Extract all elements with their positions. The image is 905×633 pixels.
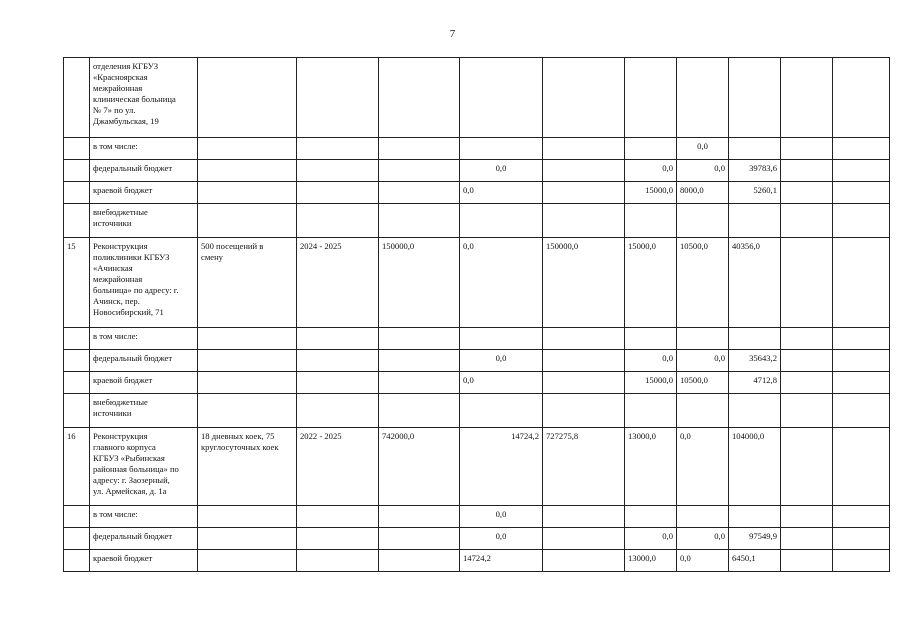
cell-total: [379, 506, 460, 528]
cell-no: [64, 58, 90, 138]
cell-v2025: 0,0: [677, 138, 729, 160]
cell-no: [64, 182, 90, 204]
cell-v2026: 4712,8: [729, 372, 781, 394]
cell-v2026: 39783,6: [729, 160, 781, 182]
cell-no: [64, 328, 90, 350]
table-row: [64, 160, 890, 182]
cell-period: [297, 58, 379, 138]
cell-v2025: 0,0: [677, 160, 729, 182]
cell-capacity: [198, 528, 297, 550]
cell-extra2: [833, 138, 890, 160]
cell-total: [379, 160, 460, 182]
cell-v2023: [543, 328, 625, 350]
cell-total: [379, 204, 460, 238]
cell-extra1: [781, 550, 833, 572]
cell-extra2: [833, 160, 890, 182]
table-body: [64, 58, 890, 572]
cell-total: [379, 550, 460, 572]
cell-extra1: [781, 350, 833, 372]
cell-v2023: [543, 182, 625, 204]
table-row: [64, 372, 890, 394]
cell-extra1: [781, 506, 833, 528]
cell-v2022: [460, 138, 543, 160]
cell-extra2: [833, 328, 890, 350]
cell-v2022: 0,0: [460, 350, 543, 372]
cell-total: [379, 394, 460, 428]
cell-extra2: [833, 428, 890, 506]
cell-name: внебюджетные источники: [90, 394, 198, 428]
table-row: [64, 550, 890, 572]
cell-v2024: 13000,0: [625, 428, 677, 506]
cell-period: [297, 138, 379, 160]
cell-v2026: 6450,1: [729, 550, 781, 572]
cell-name: в том числе:: [90, 138, 198, 160]
cell-v2024: [625, 394, 677, 428]
cell-v2022: 0,0: [460, 182, 543, 204]
cell-v2026: [729, 204, 781, 238]
cell-v2024: [625, 506, 677, 528]
table-row: [64, 350, 890, 372]
cell-v2026: 104000,0: [729, 428, 781, 506]
cell-period: [297, 528, 379, 550]
cell-v2026: 97549,9: [729, 528, 781, 550]
cell-no: [64, 506, 90, 528]
cell-period: [297, 160, 379, 182]
cell-extra2: [833, 528, 890, 550]
cell-extra1: [781, 394, 833, 428]
cell-v2025: [677, 506, 729, 528]
cell-extra2: [833, 204, 890, 238]
cell-extra1: [781, 372, 833, 394]
cell-name: федеральный бюджет: [90, 350, 198, 372]
cell-period: [297, 350, 379, 372]
cell-v2025: [677, 394, 729, 428]
cell-extra2: [833, 372, 890, 394]
cell-period: 2024 - 2025: [297, 238, 379, 328]
cell-v2024: [625, 328, 677, 350]
cell-name: в том числе:: [90, 328, 198, 350]
cell-name: Реконструкция главного корпуса КГБУЗ «Рыбинская районная больница» по адресу: г. Заозерный, ул. Армейская, д. 1а: [90, 428, 198, 506]
cell-no: 16: [64, 428, 90, 506]
table-row: [64, 328, 890, 350]
cell-name: внебюджетные источники: [90, 204, 198, 238]
table-row: [64, 528, 890, 550]
cell-v2026: [729, 506, 781, 528]
cell-extra2: [833, 550, 890, 572]
cell-extra2: [833, 506, 890, 528]
cell-v2025: 10500,0: [677, 238, 729, 328]
cell-v2025: 0,0: [677, 550, 729, 572]
cell-v2024: [625, 138, 677, 160]
table-row: [64, 394, 890, 428]
cell-extra2: [833, 394, 890, 428]
cell-capacity: [198, 394, 297, 428]
cell-v2025: [677, 58, 729, 138]
cell-extra2: [833, 58, 890, 138]
cell-v2024: 15000,0: [625, 238, 677, 328]
cell-name: краевой бюджет: [90, 182, 198, 204]
cell-extra1: [781, 58, 833, 138]
cell-name: краевой бюджет: [90, 550, 198, 572]
cell-extra1: [781, 204, 833, 238]
cell-v2026: [729, 58, 781, 138]
cell-v2026: 5260,1: [729, 182, 781, 204]
cell-period: 2022 - 2025: [297, 428, 379, 506]
cell-capacity: [198, 350, 297, 372]
cell-v2025: [677, 328, 729, 350]
cell-v2023: [543, 204, 625, 238]
cell-no: [64, 550, 90, 572]
cell-extra1: [781, 138, 833, 160]
cell-capacity: [198, 550, 297, 572]
cell-extra1: [781, 238, 833, 328]
cell-v2024: 0,0: [625, 350, 677, 372]
cell-v2024: [625, 204, 677, 238]
cell-v2023: [543, 528, 625, 550]
cell-name: отделения КГБУЗ «Красноярская межрайонная клиническая больница № 7» по ул. Джамбульская, 19: [90, 58, 198, 138]
cell-period: [297, 204, 379, 238]
cell-period: [297, 506, 379, 528]
table-row: [64, 138, 890, 160]
table-row: [64, 428, 890, 506]
cell-v2023: 150000,0: [543, 238, 625, 328]
cell-extra2: [833, 182, 890, 204]
cell-total: [379, 328, 460, 350]
cell-v2026: [729, 328, 781, 350]
cell-v2022: 0,0: [460, 506, 543, 528]
cell-v2022: 0,0: [460, 372, 543, 394]
cell-v2023: [543, 372, 625, 394]
cell-period: [297, 394, 379, 428]
cell-v2022: [460, 204, 543, 238]
cell-extra2: [833, 350, 890, 372]
cell-v2024: 15000,0: [625, 372, 677, 394]
cell-v2025: 0,0: [677, 528, 729, 550]
cell-total: [379, 182, 460, 204]
cell-v2023: [543, 350, 625, 372]
cell-v2023: [543, 550, 625, 572]
cell-v2023: 727275,8: [543, 428, 625, 506]
cell-total: [379, 138, 460, 160]
cell-v2025: 0,0: [677, 350, 729, 372]
table-row: [64, 204, 890, 238]
cell-total: [379, 528, 460, 550]
cell-extra1: [781, 160, 833, 182]
cell-capacity: [198, 372, 297, 394]
cell-v2022: 0,0: [460, 238, 543, 328]
cell-total: 742000,0: [379, 428, 460, 506]
cell-no: [64, 138, 90, 160]
cell-total: [379, 350, 460, 372]
cell-capacity: [198, 204, 297, 238]
cell-v2024: [625, 58, 677, 138]
cell-capacity: [198, 138, 297, 160]
cell-v2025: 0,0: [677, 428, 729, 506]
table-row: [64, 238, 890, 328]
cell-period: [297, 182, 379, 204]
cell-v2025: 10500,0: [677, 372, 729, 394]
cell-no: [64, 372, 90, 394]
cell-name: федеральный бюджет: [90, 528, 198, 550]
cell-total: [379, 58, 460, 138]
cell-capacity: [198, 182, 297, 204]
cell-v2022: [460, 328, 543, 350]
cell-v2025: [677, 204, 729, 238]
cell-v2023: [543, 160, 625, 182]
table-row: [64, 182, 890, 204]
cell-name: Реконструкция поликлиники КГБУЗ «Ачинская межрайонная больница» по адресу: г. Ачинск, пер. Новосибирский, 71: [90, 238, 198, 328]
cell-total: [379, 372, 460, 394]
cell-capacity: [198, 160, 297, 182]
cell-extra1: [781, 428, 833, 506]
cell-v2026: [729, 138, 781, 160]
cell-period: [297, 550, 379, 572]
cell-v2023: [543, 394, 625, 428]
cell-capacity: [198, 58, 297, 138]
table-row: [64, 506, 890, 528]
cell-v2026: 40356,0: [729, 238, 781, 328]
cell-no: 15: [64, 238, 90, 328]
cell-extra1: [781, 528, 833, 550]
cell-name: в том числе:: [90, 506, 198, 528]
page-number: 7: [449, 28, 456, 40]
cell-v2022: 0,0: [460, 528, 543, 550]
cell-v2024: 15000,0: [625, 182, 677, 204]
cell-name: федеральный бюджет: [90, 160, 198, 182]
cell-v2022: [460, 394, 543, 428]
cell-extra1: [781, 328, 833, 350]
cell-no: [64, 204, 90, 238]
cell-v2024: 0,0: [625, 528, 677, 550]
cell-v2022: 0,0: [460, 160, 543, 182]
cell-no: [64, 160, 90, 182]
cell-capacity: 500 посещений в смену: [198, 238, 297, 328]
table-row: [64, 58, 890, 138]
cell-total: 150000,0: [379, 238, 460, 328]
cell-capacity: 18 дневных коек, 75 круглосуточных коек: [198, 428, 297, 506]
cell-no: [64, 394, 90, 428]
cell-v2024: 0,0: [625, 160, 677, 182]
cell-v2023: [543, 138, 625, 160]
cell-capacity: [198, 328, 297, 350]
cell-v2025: 8000,0: [677, 182, 729, 204]
cell-v2023: [543, 58, 625, 138]
cell-no: [64, 350, 90, 372]
cell-period: [297, 328, 379, 350]
cell-v2022: [460, 58, 543, 138]
cell-no: [64, 528, 90, 550]
cell-extra2: [833, 238, 890, 328]
cell-period: [297, 372, 379, 394]
budget-table: [63, 57, 890, 572]
cell-v2022: 14724,2: [460, 550, 543, 572]
cell-v2026: [729, 394, 781, 428]
cell-v2023: [543, 506, 625, 528]
cell-name: краевой бюджет: [90, 372, 198, 394]
cell-v2022: 14724,2: [460, 428, 543, 506]
cell-extra1: [781, 182, 833, 204]
cell-capacity: [198, 506, 297, 528]
cell-v2026: 35643,2: [729, 350, 781, 372]
cell-v2024: 13000,0: [625, 550, 677, 572]
